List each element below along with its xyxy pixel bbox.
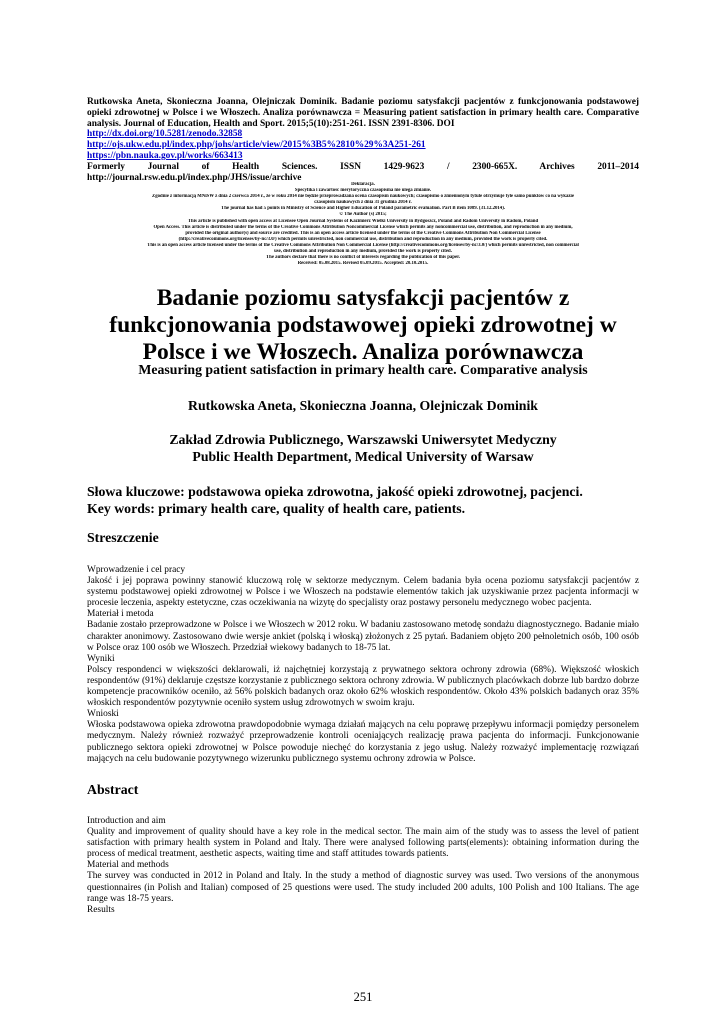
paragraph: The survey was conducted in 2012 in Poland and Italy. In the study a method of diagnostic survey was used. Two versions of the anonymous questionnaires (in Polish and Italian) composed of 25 questions were used. The study included 200 adults, 100 Polish and 100 Italians. The age range was 18-75 years. — [87, 871, 639, 904]
formerly-text: Formerly Journal of Health Sciences. ISSN 1429-9623 / 2300-665X. Archives 2011–2014 — [87, 161, 639, 172]
section-label: Introduction and aim — [87, 816, 166, 826]
declaration-block — [87, 182, 639, 267]
declaration-line: Zgodnie z informacją MNiSW z dnia 2 czerwca 2014 r., że w roku 2014 nie będzie przeprowadzana ocena czasopism naukowych; czasopismo o zmienionym tytule otrzymuje tyle samo punktów co na wykazie — [152, 194, 574, 200]
paragraph: Jakość i jej poprawa powinny stanowić kluczową rolę w sektorze medycznym. Celem badania była ocena poziomu satysfakcji pacjentów z systemu podstawowej opieki zdrowotnej w Polsce i we Włoszech na podstawie elementów takich jak uzyskiwanie przez pacjenta informacji w procesie leczenia, aspekty estetyczne, czas oczekiwania na wizytę do specjalisty oraz postawy personelu medycznego wobec pacjenta. — [87, 576, 639, 609]
paper-title: Badanie poziomu satysfakcji pacjentów z funkcjonowania podstawowej opieki zdrowotnej w Polsce i we Włoszech. Analiza porównawcza — [109, 285, 617, 365]
authors: Rutkowska Aneta, Skonieczna Joanna, Olejniczak Dominik — [188, 398, 538, 413]
keywords-pl: Słowa kluczowe: podstawowa opieka zdrowotna, jakość opieki zdrowotnej, pacjenci. — [87, 484, 583, 499]
paragraph: Polscy respondenci w większości deklarowali, iż najchętniej korzystają z prywatnego sektora ochrony zdrowia (68%). Większość włoskich respondentów (91%) deklaruje częstsze korzystanie z publicznego sektora ochrony zdrowia. W publicznych placówkach dobrze lub bardzo dobrze kompetencje pracowników oceniło, aż 56% polskich badanych oraz około 62% włoskich respondentów. Około 43% polskich badanych oraz 35% włoskich respondentów pozytywnie oceniło system usług zdrowotnych w swoim kraju. — [87, 664, 639, 709]
ojs-link[interactable]: http://ojs.ukw.edu.pl/index.php/johs/article/view/2015%3B5%2810%29%3A251-261 — [87, 140, 426, 151]
citation-text: Rutkowska Aneta, Skonieczna Joanna, Olejniczak Dominik. Badanie poziomu satysfakcji pacjentów z funkcjonowania podstawowej opieki zdrowotnej w Polsce i we Włoszech. Analiza porównawcza = Measuring patient satisfaction in primary health care. Comparative analysis. Journal of Education, Health and Sport. 2015;5(10):251-261. ISSN 2391-8306. DOI — [87, 97, 639, 129]
declaration-line: This article is published with open access at Licensee Open Journal Systems of Kazimierz Wielki University in Bydgoszcz, Poland and Radom University in Radom, Poland — [187, 218, 539, 224]
paragraph: Quality and improvement of quality should have a key role in the medical sector. The main aim of the study was to assess the level of patient satisfaction with primary health system in Poland and Italy. There were analysed following parts(elements): obtaining information during the process of medical treatment, aesthetic aspects, waiting time and staff attitudes towards patients. — [87, 827, 639, 860]
section-label: Results — [87, 904, 115, 915]
declaration-line: (http://creativecommons.org/licenses/by-nc/3.0/) which permits unrestricted, non commercial use, distribution and reproduction in any medium, provided the work is properly cited. — [178, 236, 548, 242]
keywords-en: Key words: primary health care, quality of health care, patients. — [87, 500, 466, 516]
paragraph: Włoska podstawowa opieka zdrowotna prawdopodobnie wymaga działań mających na celu poprawę przepływu informacji pomiędzy personelem medycznym. Należy również rozważyć przeprowadzenie kontroli oceniających realizację prawa pacjenta do informacji. Funkcjonowanie publicznego sektora opieki zdrowotnej w Polsce powoduje niechęć do korzystania z jego usług. Należy rozważyć implementację rozwiązań mających na celu budowanie pozytywnego wizerunku publicznego systemu ochrony zdrowia w Polsce. — [87, 720, 639, 764]
section-label: Wyniki — [87, 653, 115, 664]
abstract-body — [87, 816, 639, 916]
declaration-line: Deklaracja. — [351, 182, 375, 187]
abstract-heading: Abstract — [87, 782, 139, 797]
declaration-line: The journal has had 5 points in Ministry of Science and Higher Education of Poland parametric evaluation. Part B item 1089. (31.12.2014). — [221, 206, 505, 212]
declaration-line: © The Author (s) 2015; — [339, 212, 387, 218]
declaration-line: This is an open access article licensed under the terms of the Creative Commons Attribution Non Commercial License (http://creativecommons.org/licenses/by-nc/3.0/) which permits unrestricted, non commercial — [147, 242, 579, 248]
section-label: Wnioski — [87, 709, 119, 720]
streszczenie-body — [87, 565, 639, 765]
keywords — [87, 484, 647, 517]
pbn-link[interactable]: https://pbn.nauka.gov.pl/works/663413 — [87, 150, 243, 161]
streszczenie-heading: Streszczenie — [87, 530, 159, 545]
declaration-line: Open Access. This article is distributed under the terms of the Creative Commons Attribution Noncommercial License which permits any noncommercial use, distribution, and reproduction in any medium, — [153, 224, 573, 230]
doi-link[interactable]: http://dx.doi.org/10.5281/zenodo.32858 — [87, 129, 243, 140]
section-label: Material and methods — [87, 860, 169, 871]
archive-link-text: http://journal.rsw.edu.pl/index.php/JHS/issue/archive — [87, 172, 302, 183]
paper-subtitle: Measuring patient satisfaction in primary health care. Comparative analysis — [138, 362, 588, 377]
section-label: Materiał i metoda — [87, 609, 154, 620]
affiliation — [87, 432, 639, 465]
affiliation-en: Public Health Department, Medical University of Warsaw — [192, 448, 534, 464]
declaration-line: provided the original author(s) and source are credited. This is an open access article licensed under the terms of the Creative Commons Attribution Non Commercial License — [185, 230, 541, 236]
declaration-line: czasopism naukowych z dnia 31 grudnia 2014 r. — [314, 200, 412, 206]
page-number: 251 — [353, 990, 373, 1004]
declaration-line: use, distribution and reproduction in any medium, provided the work is properly cited. — [274, 249, 452, 255]
paragraph: Badanie zostało przeprowadzone w Polsce i we Włoszech w 2012 roku. W badaniu zastosowano metodę sondażu diagnostycznego. Badanie miało charakter anonimowy. Zastosowano dwie wersje ankiet (polską i włoską) złożonych z 25 pytań. Badaniem objęto 200 pełnoletnich osób, 100 osób w Polsce oraz 100 osób we Włoszech. Przedział wiekowy badanych to 18-75 lat. — [87, 620, 639, 653]
declaration-line: Specyfika i zawartość merytoryczna czasopisma nie ulega zmianie. — [294, 188, 432, 194]
section-label: Wprowadzenie i cel pracy — [87, 565, 186, 575]
declaration-line: Received: 05.08.2015. Revised 05.09.2015. Accepted: 20.10.2015. — [297, 261, 429, 267]
declaration-line: The authors declare that there is no conflict of interests regarding the publication of this paper. — [265, 255, 460, 261]
citation-block — [87, 97, 639, 183]
affiliation-pl: Zakład Zdrowia Publicznego, Warszawski Uniwersytet Medyczny — [169, 432, 557, 447]
